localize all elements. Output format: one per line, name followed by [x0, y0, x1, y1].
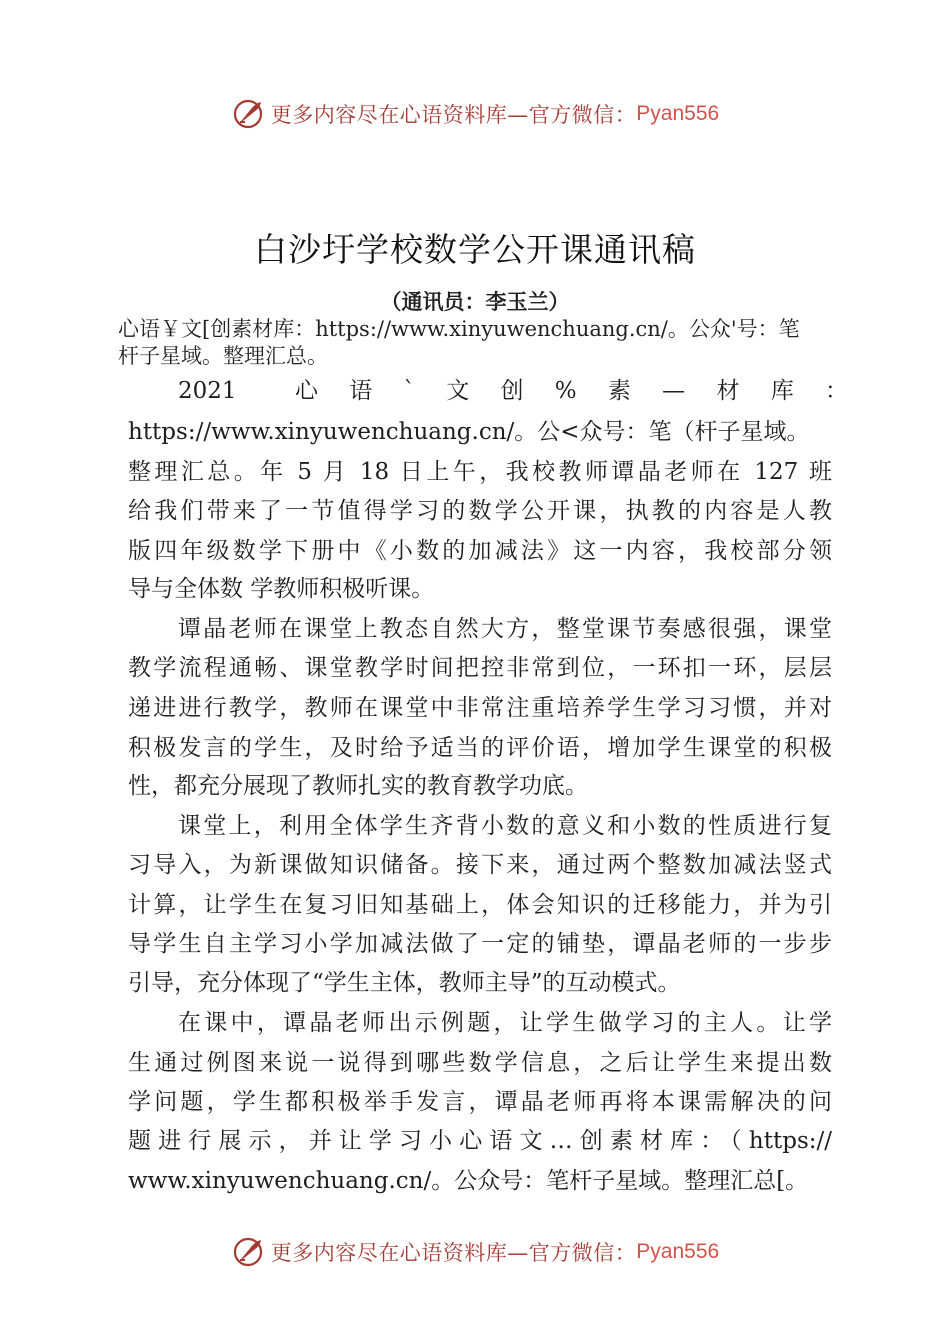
banner-text: 更多内容尽在心语资料库—官方微信：: [270, 1241, 637, 1265]
body-line: 教学流程通畅、课堂教学时间把控非常到位，一环扣一环，层层: [128, 655, 832, 681]
watermark-note: 心语￥文[创素材库：https://www.xinyuwenchuang.cn/。公众'号：笔杆子星域。整理汇总。: [118, 317, 800, 368]
body-line: 版四年级数学下册中《小数的加减法》这一内容，我校部分领: [128, 538, 832, 564]
body-line: 计算，让学生在复习旧知基础上，体会知识的迁移能力，并为引: [128, 892, 832, 918]
body-line: 在课中，谭晶老师出示例题，让学生做学习的主人。让学: [178, 1010, 832, 1036]
reporter-line: （通讯员：李玉兰）: [380, 289, 570, 314]
body-line: 性，都充分展现了教师扎实的教育教学功底。: [128, 773, 588, 799]
body-line: 整理汇总。年 5 月 18 日上午，我校教师谭晶老师在 127 班: [128, 459, 832, 485]
body-line: 课堂上，利用全体学生齐背小数的意义和小数的性质进行复: [178, 813, 832, 839]
page-title: 白沙圩学校数学公开课通讯稿: [254, 230, 696, 269]
body-line: 学问题，学生都积极举手发言，谭晶老师再将本课需解决的问: [128, 1089, 832, 1115]
body-line: 给我们带来了一节值得学习的数学公开课，执教的内容是人教: [128, 498, 832, 524]
body-line: 2021 心 语 ` 文 创 % 素 — 材 库 ：: [178, 378, 848, 404]
header-banner: [0, 94, 950, 134]
banner-wechat-id: Pyan556: [636, 102, 720, 125]
banner-text: 更多内容尽在心语资料库—官方微信：: [270, 103, 637, 127]
body-line: 习导入，为新课做知识储备。接下来，通过两个整数加减法竖式: [128, 852, 832, 878]
body-line: 导学生自主学习小学加减法做了一定的铺垫，谭晶老师的一步步: [128, 931, 832, 957]
body-line: 导与全体数 学教师积极听课。: [128, 576, 435, 602]
footer-banner: [0, 1232, 950, 1272]
body-line: 递进进行教学，教师在课堂中非常注重培养学生学习习惯，并对: [128, 695, 832, 721]
body-line: 谭晶老师在课堂上教态自然大方，整堂课节奏感很强，课堂: [178, 616, 832, 642]
body-line: 积极发言的学生，及时给予适当的评价语，增加学生课堂的积极: [128, 735, 832, 761]
quill-pen-logo-icon: [231, 97, 265, 131]
body-line: www.xinyuwenchuang.cn/。公众号：笔杆子星域。整理汇总[。: [128, 1168, 809, 1194]
body-line: 生通过例图来说一说得到哪些数学信息，之后让学生来提出数: [128, 1050, 832, 1076]
body-line: https://www.xinyuwenchuang.cn/。公<众号：笔（杆子星域。: [128, 419, 810, 445]
body-line: 题进行展示，并让学习小心语文…创素材库：（https://: [128, 1128, 832, 1154]
quill-pen-logo-icon: [231, 1235, 265, 1269]
banner-wechat-id: Pyan556: [636, 1240, 720, 1263]
body-line: 引导，充分体现了“学生主体，教师主导”的互动模式。: [128, 970, 681, 996]
